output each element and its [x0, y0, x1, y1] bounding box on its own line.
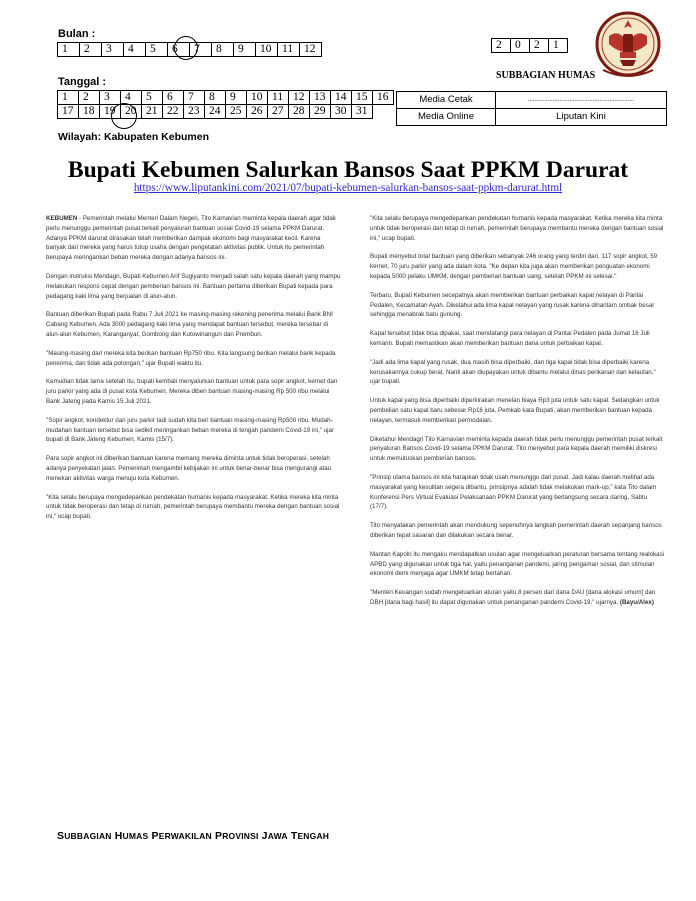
- date-cell: 25: [226, 105, 247, 119]
- article-left-column: [46, 214, 342, 531]
- date-cell: 15: [352, 91, 373, 105]
- date-cell: 31: [352, 105, 373, 119]
- date-cell: 2: [79, 91, 100, 105]
- date-cell: 11: [268, 91, 289, 105]
- date-cell: 19: [100, 105, 121, 119]
- article-paragraph: "Prinsip utama bansos ini kita harapkan tidak usah menunggu dari pusat. Jadi kalau daerah melihat ada masyarakat yang kesulitan segera dibantu, prinsipnya adalah tidak melakukan mark-up," kata Tito dalam Konferensi Pers Virtual Evaluasi Pelaksanaan PPKM Darurat yang berlangsung secara daring, Sabtu (17/7).: [370, 473, 657, 511]
- article-paragraph: Kapal tersebut tidak bisa dipakai, saat mendatangi para nelayan di Pantai Pedalen pada Jumat 16 Juli kemarin. Bupati memastikan akan memberikan bantuan dana untuk perbaikan kapal.: [370, 330, 650, 347]
- article-paragraph: Bupati menyebut total bantuan yang diberikan sebanyak 246 orang yang terdiri dari, 117 sopir angkot, 59 kernet, 70 juru parkir yang ada dalam kota. "Ke depan kita juga akan memberikan penguatan ekonomi kepada 5000 pelaku UMKM, dengan pemberian bantuan uang, setelah PPKM ini selesai.": [370, 253, 658, 280]
- month-cell: 2: [80, 43, 102, 57]
- article-paragraph: Para sopir angkot ini diberikan bantuan karena memang mereka diminta untuk tidak beroperasi, setelah adanya penyekatan jalan. Pemerintah mengambil kebijakan ini untuk benar-benar bisa mengurangi atau menekan aktivitas warga menuju kota Kebumen.: [46, 455, 332, 482]
- article-paragraph: Terbaru, Bupati Kebumen secepatnya akan memberikan bantuan perbaikan kapal nelayan di Pantai Pedalen, Kecamatan Ayah. Diketahui ada lima kapal nelayan yang rusak karena dihantam ombak besar sehingga menabrak batu gunung.: [370, 291, 655, 319]
- article-paragraph: "Kita selalu berupaya mengedepankan pendekatan humanis kepada masyarakat. Ketika mereka kita minta untuk tidak beroperasi dan tetap di rumah, pemerintah berupaya membantu mereka dengan bantuan sosial ini," ucap bupati.: [46, 493, 340, 521]
- date-cell: 7: [184, 91, 205, 105]
- article-url[interactable]: https://www.liputankini.com/2021/07/bupati-kebumen-salurkan-bansos-saat-ppkm-darurat.html: [133, 182, 563, 194]
- department-label: SUBBAGIAN HUMAS: [496, 70, 596, 81]
- month-cell: 12: [300, 43, 322, 57]
- media-cetak-label: Media Cetak: [397, 92, 496, 109]
- month-cell: 3: [102, 43, 124, 57]
- media-online-label: Media Online: [397, 109, 496, 126]
- footer-text: [57, 830, 329, 842]
- date-cell: 21: [142, 105, 163, 119]
- date-cell: 12: [289, 91, 310, 105]
- date-cell: 8: [205, 91, 226, 105]
- date-cell: 28: [289, 105, 310, 119]
- month-cell: 10: [256, 43, 278, 57]
- media-online-value: Liputan Kini: [496, 109, 667, 126]
- date-cell: 10: [247, 91, 268, 105]
- date-cell: 22: [163, 105, 184, 119]
- article-paragraph: "Masing-masing dari mereka kita berikan bantuan Rp750 ribu. Kita langsung berikan melalui bank kepada penerima, dan tidak ada potongan," ujar Bupati waktu itu.: [46, 349, 336, 367]
- month-cell: 1: [58, 43, 80, 57]
- date-table: [57, 90, 394, 119]
- date-cell: 29: [310, 105, 331, 119]
- article-paragraph: Untuk kapal yang bisa diperbaiki diperkirakan menelan biaya Rp3 juta untuk satu kapal. Sedangkan untuk pembelian satu kapal baru sebesar Rp16 juta. Pemkab kata Bupati, akan memberikan bantuan kepada nelayan, termasuk memberikan permodalan.: [370, 397, 660, 424]
- date-cell: 14: [331, 91, 352, 105]
- year-digit-cell: 2: [530, 39, 549, 53]
- date-cell: 30: [331, 105, 352, 119]
- bulan-label: Bulan :: [58, 28, 96, 40]
- media-table: [396, 91, 667, 126]
- date-cell: 18: [79, 105, 100, 119]
- year-box: [491, 38, 568, 53]
- month-cell: 11: [278, 43, 300, 57]
- year-digit-cell: 1: [549, 39, 568, 53]
- date-cell: 6: [163, 91, 184, 105]
- month-cell: 4: [124, 43, 146, 57]
- date-cell: 17: [58, 105, 79, 119]
- month-cell: 8: [212, 43, 234, 57]
- garuda-logo: [593, 8, 663, 86]
- region-label: Wilayah: Kabupaten Kebumen: [58, 131, 210, 143]
- date-cell: 24: [205, 105, 226, 119]
- footer-label: SUBBAGIAN HUMAS PERWAKILAN PROVINSI JAWA TENGAH: [57, 830, 330, 842]
- date-cell: 9: [226, 91, 247, 105]
- month-cell: 9: [234, 43, 256, 57]
- month-cell: 5: [146, 43, 168, 57]
- date-cell: 5: [142, 91, 163, 105]
- date-cell: 20: [121, 105, 142, 119]
- year-digit-cell: 0: [511, 39, 530, 53]
- date-cell: 16: [373, 91, 394, 105]
- tanggal-label: Tanggal :: [58, 76, 107, 88]
- dateline: KEBUMEN: [46, 215, 78, 222]
- date-cell: 23: [184, 105, 205, 119]
- article-paragraph: "Sopir angkot, kondektur dan juru parkir tadi sudah kita beri bantuan masing-masing Rp500 ribu. Mudah-mudahan bantuan tersebut bisa sedikit meringankan beban mereka di tengah pandemi Covid-19 ini," ujar bupati di Bank Jateng Kebumen, Kamis (15/7).: [46, 416, 335, 444]
- article-paragraph: KEBUMEN - Pemerintah melalui Menteri Dalam Negeri, Tito Karnavian meminta kepala daerah agar tidak perlu menunggu pemerintah pusat terkait penyaluran bantuan sosial Covid-19 selama PPKM Darurat. Adanya PPKM darurat dirasakan telah memberikan dampak ekonomi bagi masyarakat kecil. Karena banyak dari mereka yang harus tutup usaha dengan pengetatan aktivitas publik. Untuk itu pemerintah berupaya meringankan beban mereka dengan adanya bansos ini.: [46, 215, 336, 262]
- selected-month-circle: [174, 36, 198, 60]
- article-title: Bupati Kebumen Salurkan Bansos Saat PPKM Darurat: [67, 157, 629, 183]
- selected-date-circle: [111, 103, 137, 129]
- article-paragraph: Mantan Kapolri itu mengaku mendapatkan usulan agar mengeluarkan peraturan bersama tentang realokasi APBD yang digunakan untuk tiga hal, yaitu penanganan pandemi, jaring pengaman sosial, dan stimulan ekonomi demi menjaga agar UMKM tetap bertahan.: [370, 550, 665, 578]
- article-right-column: [370, 214, 666, 617]
- date-cell: 3: [100, 91, 121, 105]
- month-cell: 6: [168, 43, 190, 57]
- article-paragraph: Bantuan diberikan Bupati pada Rabu 7 Juli 2021 ke masing-masing rekening penerima melalui Bank BNI Cabang Kebumen. Ada 3000 pedagang kaki lima yang mendapat bantuan tersebut, mereka tersebar di alun-alun Kebumen, Karanganyar, Gombong dan Kutowinangun dan Prembun.: [46, 311, 333, 338]
- date-cell: 26: [247, 105, 268, 119]
- byline: (Bayu/Alex): [619, 598, 654, 606]
- article-paragraph: "Kita selalu berupaya mengedepankan pendekatan humanis kepada masyarakat. Ketika mereka kita minta untuk tidak beroperasi dan tetap di rumah, pemerintah berupaya membantu mereka dengan bantuan sosial ini," ucap bupati.: [370, 215, 664, 242]
- article-paragraph: Diketahui Mendagri Tito Karnavian meminta kepada daerah tidak perlu menunggu pemerintah pusat terkait penyaluran Bansos Covid-19 selama PPKM Darurat. Tito menyebut para kepala daerah memiliki diskresi untuk memutuskan pemberian bansos.: [370, 435, 663, 463]
- article-paragraph: "Menteri Keuangan sudah mengeluarkan aturan yaitu 8 persen dari dana DAU [dana alokasi umum] dan DBH [dana bagi hasil] itu dapat digunakan untuk penanganan pandemi Covid-19," ujarnya. (Bayu/Alex): [370, 589, 656, 606]
- year-digit-cell: 2: [492, 39, 511, 53]
- date-cell: 13: [310, 91, 331, 105]
- article-paragraph: Tito menyatakan pemerintah akan mendukung sepenuhnya langkah pemerintah daerah sepanjang bansos diberikan tepat sasaran dan dilakukan secara benar.: [370, 522, 662, 539]
- media-cetak-value: ................................................................: [496, 92, 667, 109]
- article-paragraph: Kemudian tidak lama setelah itu, bupati kembali menyalurkan bantuan untuk para sopir angkot, kernet dan juru parkir yang ada di pusat kota Kebumen. Mereka diberi bantuan masing-masing Rp 500 ribu melalui Bank Jateng pada Kamis 15 Juli 2021.: [46, 378, 338, 405]
- month-cell: 7: [190, 43, 212, 57]
- article-paragraph: "Jadi ada lima kapal yang rusak, dua masih bisa diperbaiki, dan tiga kapal tidak bisa diperbaiki karena kerusakannya cukup berat. Nanti akan diupayakan untuk dibantu melalui dinas perikanan dan kelautan," ujar bupati.: [370, 358, 656, 386]
- article-paragraph: Dengan instruksi Mendagri, Bupati Kebumen Arif Sugiyanto menjadi salah satu kepala daerah yang mampu melakukan respons cepat dengan pemberian bansos ini. Bantuan pertama diberikan Bupati kepada para pedagang kaki lima yang berjualan di alun-alun.: [46, 272, 341, 300]
- date-cell: 1: [58, 91, 79, 105]
- date-cell: 4: [121, 91, 142, 105]
- date-cell: 27: [268, 105, 289, 119]
